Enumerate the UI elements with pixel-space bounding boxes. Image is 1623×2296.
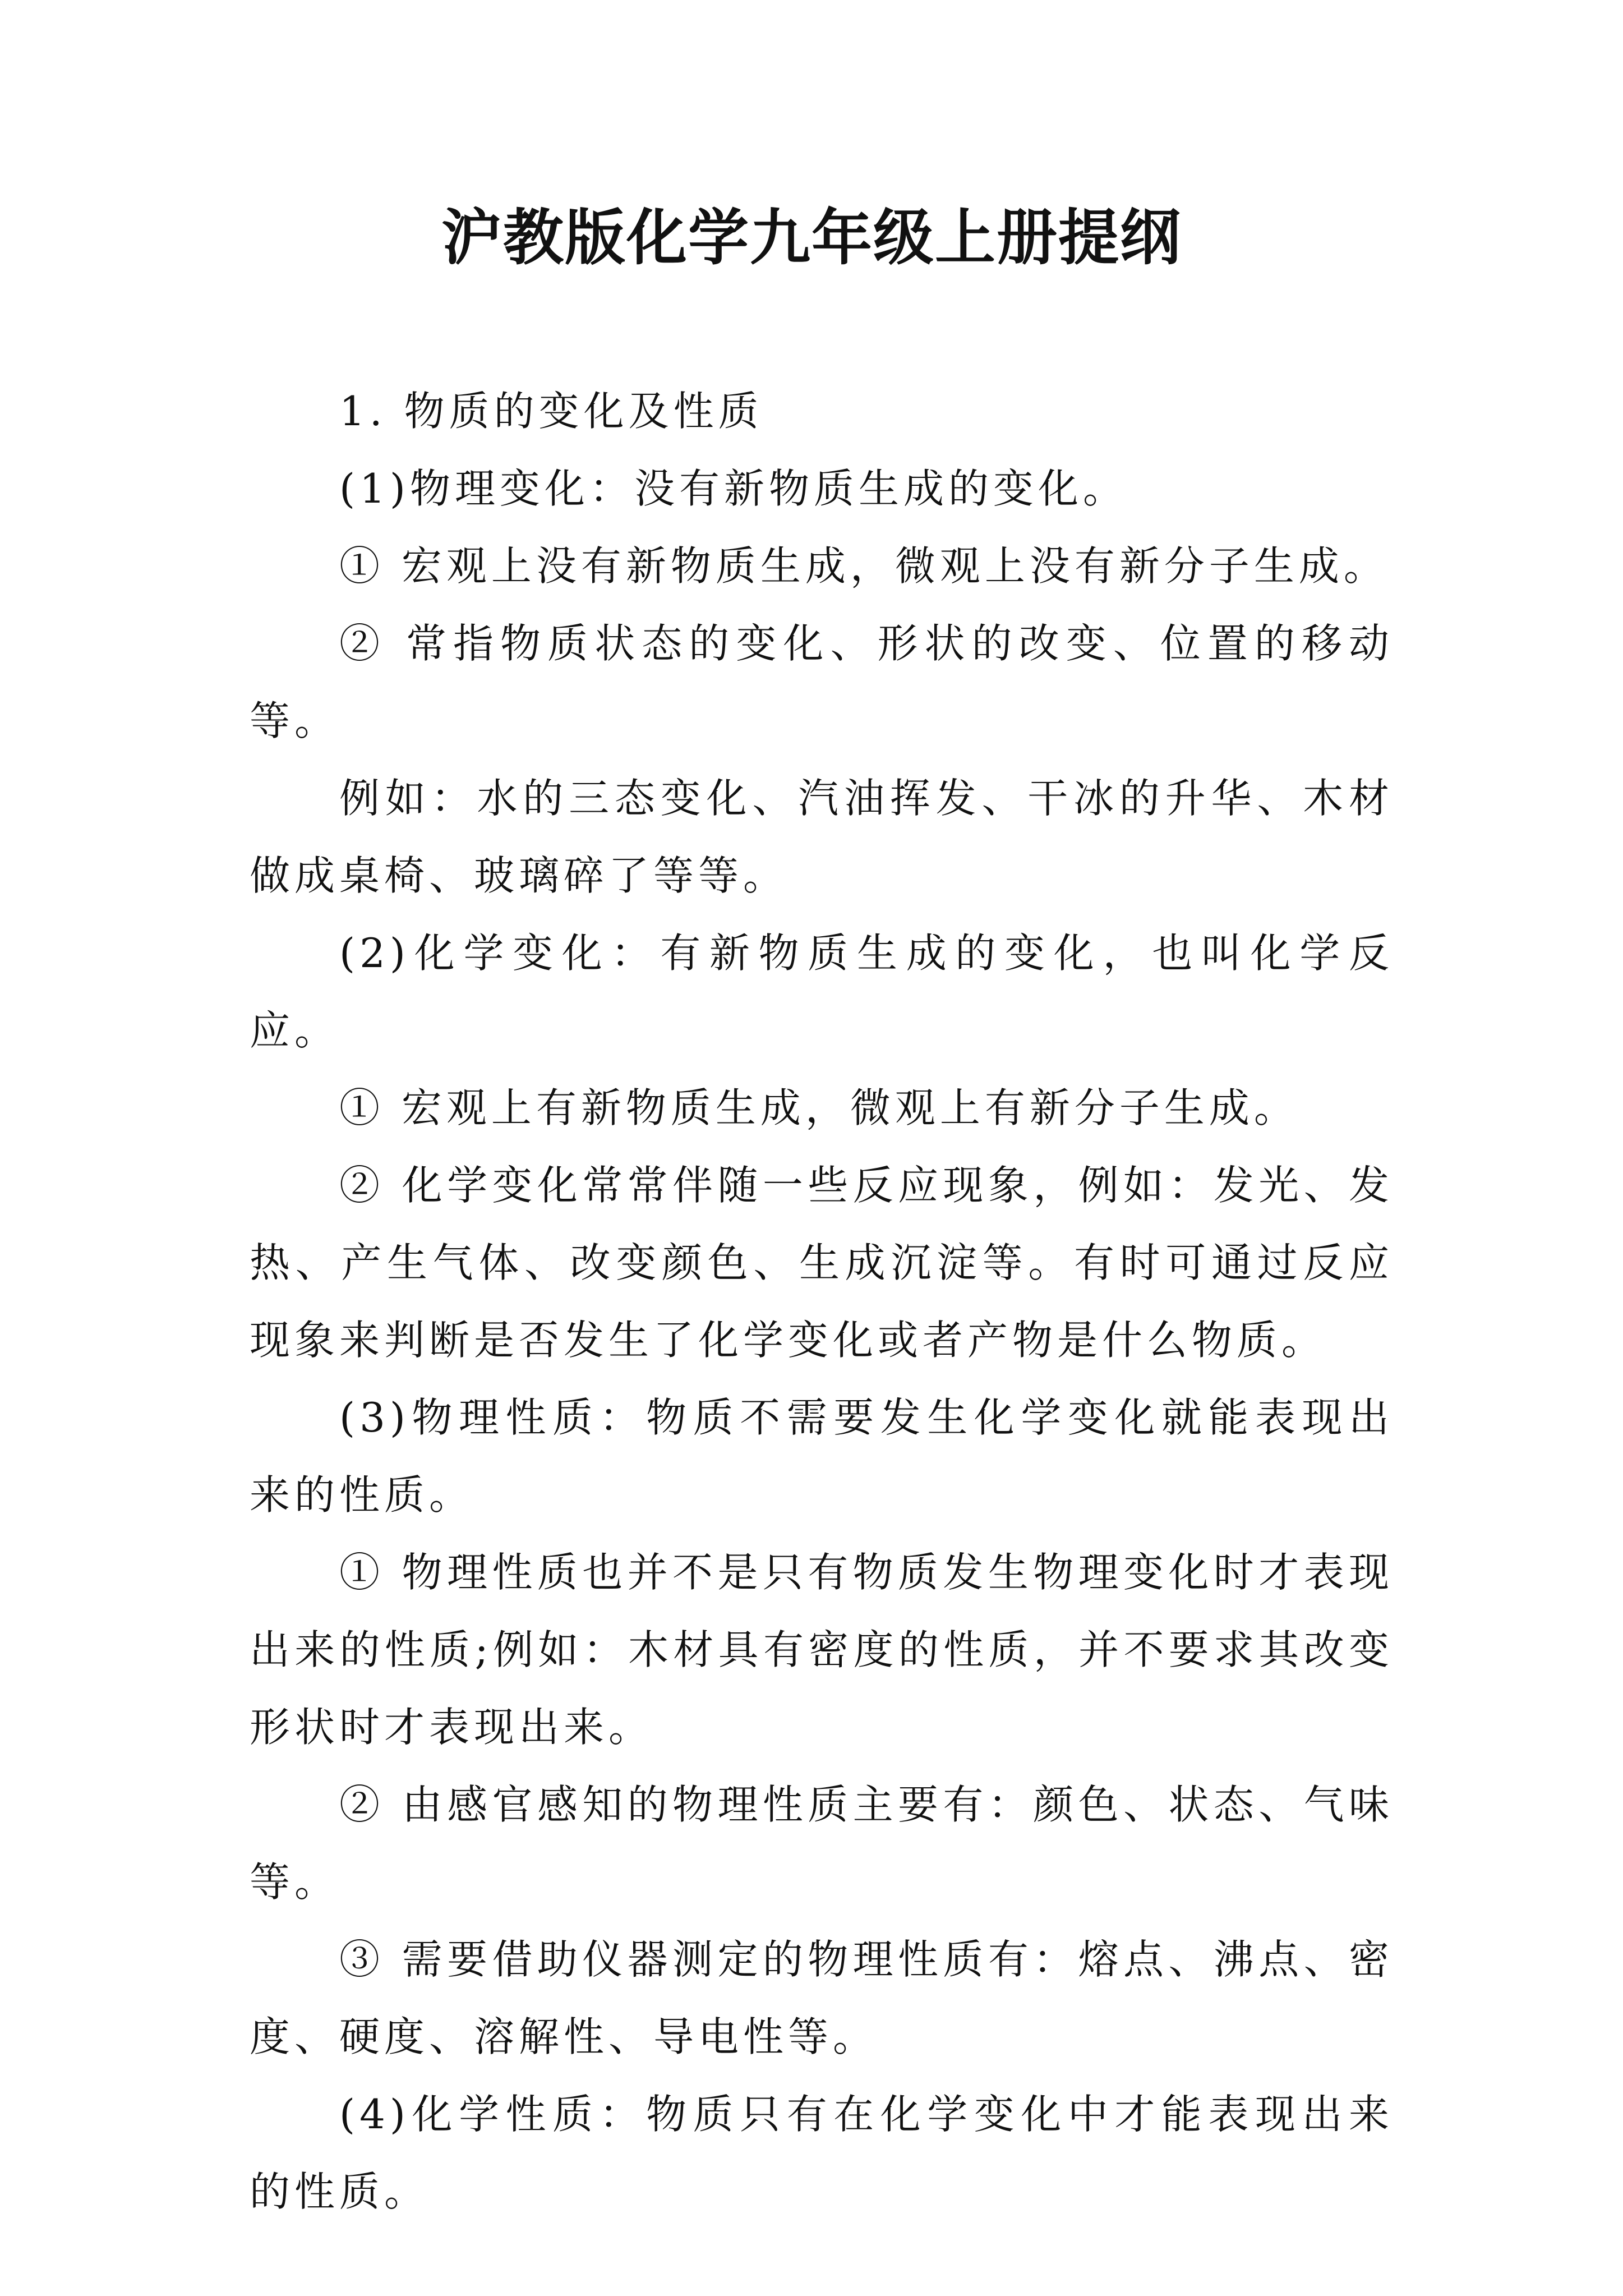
paragraph: (1)物理变化：没有新物质生成的变化。 xyxy=(339,465,1128,512)
paragraph: (3)物理性质：物质不需要发生化学变化就能表现出来的性质。 xyxy=(250,1394,1394,1519)
document-body xyxy=(250,372,1394,2230)
paragraph: (2)化学变化：有新物质生成的变化，也叫化学反应。 xyxy=(250,930,1394,1054)
document-title: 沪教版化学九年级上册提纲 xyxy=(441,203,1182,273)
paragraph: ① 宏观上没有新物质生成，微观上没有新分子生成。 xyxy=(339,542,1389,590)
paragraph: ① 宏观上有新物质生成，微观上有新分子生成。 xyxy=(339,1084,1299,1131)
paragraph: 例如：水的三态变化、汽油挥发、干冰的升华、木材做成桌椅、玻璃碎了等等。 xyxy=(250,775,1394,899)
paragraph: ① 物理性质也并不是只有物质发生物理变化时才表现出来的性质;例如：木材具有密度的性质，并不要求其改变形状时才表现出来。 xyxy=(250,1549,1394,1751)
paragraph: (4)化学性质：物质只有在化学变化中才能表现出来的性质。 xyxy=(250,2091,1394,2215)
paragraph: ② 常指物质状态的变化、形状的改变、位置的移动等。 xyxy=(250,620,1394,744)
paragraph: ② 化学变化常常伴随一些反应现象，例如：发光、发热、产生气体、改变颜色、生成沉淀等。有时可通过反应现象来判断是否发生了化学变化或者产物是什么物质。 xyxy=(250,1162,1394,1364)
paragraph: ② 由感官感知的物理性质主要有：颜色、状态、气味等。 xyxy=(250,1781,1394,1906)
paragraph: ③ 需要借助仪器测定的物理性质有：熔点、沸点、密度、硬度、溶解性、导电性等。 xyxy=(250,1936,1394,2060)
section-heading: 1. 物质的变化及性质 xyxy=(339,388,763,435)
